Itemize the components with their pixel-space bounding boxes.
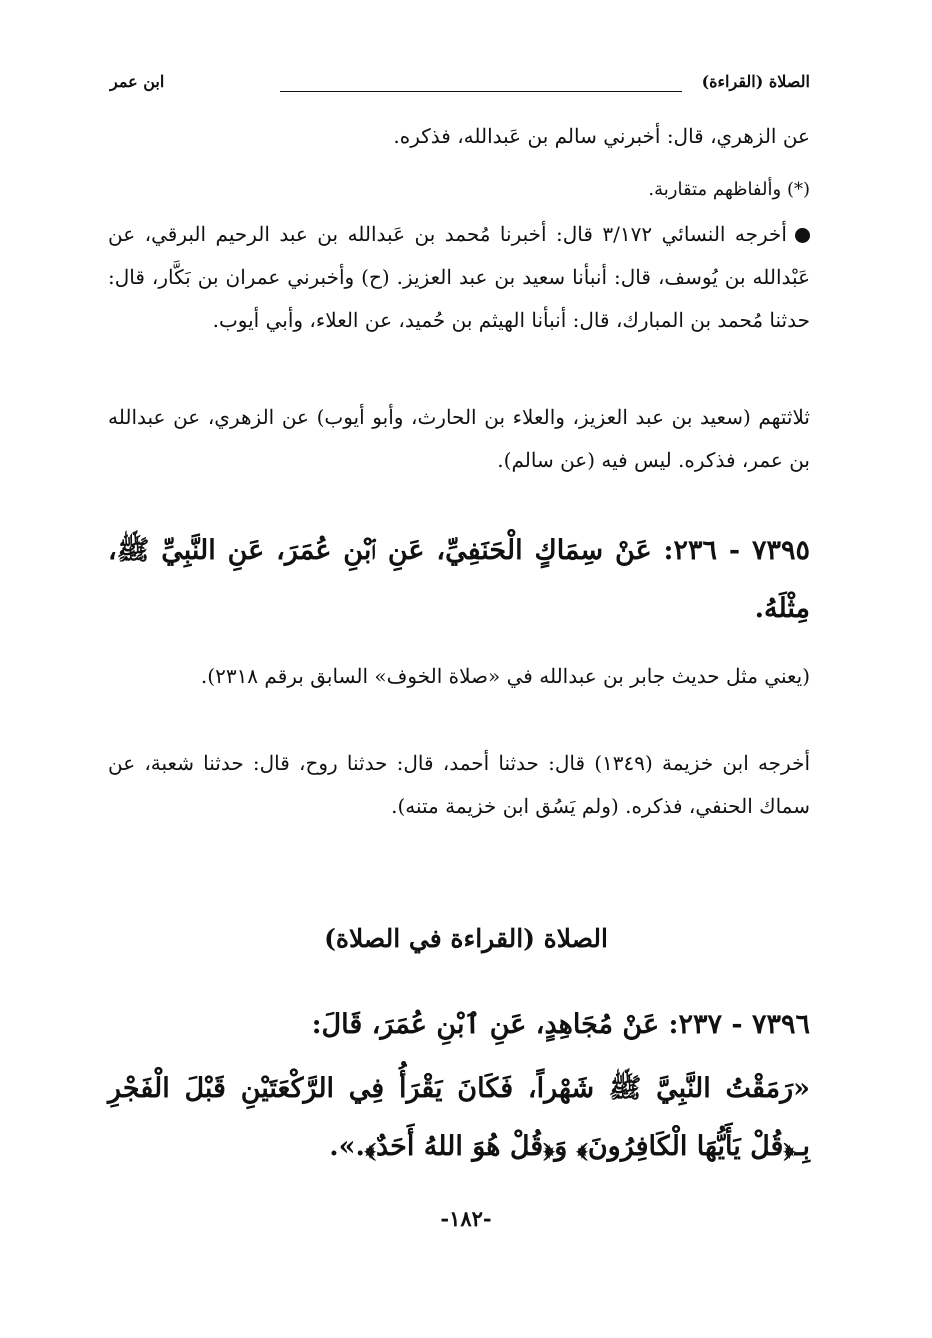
- hadith-7396-isnad: ٧٣٩٦ - ٢٣٧: عَنْ مُجَاهِدٍ، عَنِ ٱبْنِ عُمَرَ، قَالَ:: [311, 1009, 810, 1040]
- paragraph-explanation: (يعني مثل حديث جابر بن عبدالله في «صلاة الخوف» السابق برقم ٢٣١٨).: [200, 664, 810, 688]
- header-rule: [280, 91, 682, 92]
- header-chapter-title: الصلاة (القراءة): [701, 72, 810, 91]
- paragraph-continuation: عن الزهري، قال: أخبرني سالم بن عَبدالله، فذكره.: [393, 124, 810, 148]
- page-number: -١٨٢-: [440, 1206, 492, 1231]
- bullet-icon: [795, 228, 810, 243]
- footnote-note: (*) وألفاظهم متقاربة.: [648, 179, 810, 200]
- hadith-7395: ٧٣٩٥ - ٢٣٦: عَنْ سِمَاكٍ الْحَنَفِيِّ، عَنِ ٱبْنِ عُمَرَ، عَنِ النَّبِيِّ ﷺ، مِثْلَهُ.: [108, 535, 810, 624]
- hadith-7396-matn: «رَمَقْتُ النَّبِيَّ ﷺ شَهْراً، فَكَانَ يَقْرَأُ فِي الرَّكْعَتَيْنِ قَبْلَ الْفَجْرِ بِـ﴿قُلْ يَأَيُّهَا الْكَافِرُونَ﴾ وَ﴿قُلْ هُوَ اللهُ أَحَدٌ﴾.».: [108, 1073, 810, 1162]
- header-book-title: ابن عمر: [110, 72, 165, 91]
- section-title: الصلاة (القراءة في الصلاة): [324, 924, 608, 953]
- paragraph-summary: ثلاثتهم (سعيد بن عبد العزيز، والعلاء بن الحارث، وأبو أيوب) عن الزهري، عن عبدالله بن عمر، فذكره. ليس فيه (عن سالم).: [108, 405, 810, 472]
- running-header: [110, 72, 810, 102]
- takhrij-nasai: [108, 213, 810, 342]
- takhrij-ibn-khuzayma: أخرجه ابن خزيمة (١٣٤٩) قال: حدثنا أحمد، قال: حدثنا روح، قال: حدثنا شعبة، عن سماك الحنفي، فذكره. (ولم يَسُق ابن خزيمة متنه).: [108, 751, 811, 818]
- takhrij-nasai-text: أخرجه النسائي ٣/١٧٢ قال: أخبرنا مُحمد بن عَبدالله بن عبد الرحيم البرقي، عن عَبْدالله بن يُوسف، قال: أنبأنا سعيد بن عبد العزيز. (ح) وأخبرني عمران بن بَكَّار، قال: حدثنا مُحمد بن المبارك، قال: أنبأنا الهيثم بن حُميد، عن العلاء، وأبي أيوب.: [108, 222, 810, 332]
